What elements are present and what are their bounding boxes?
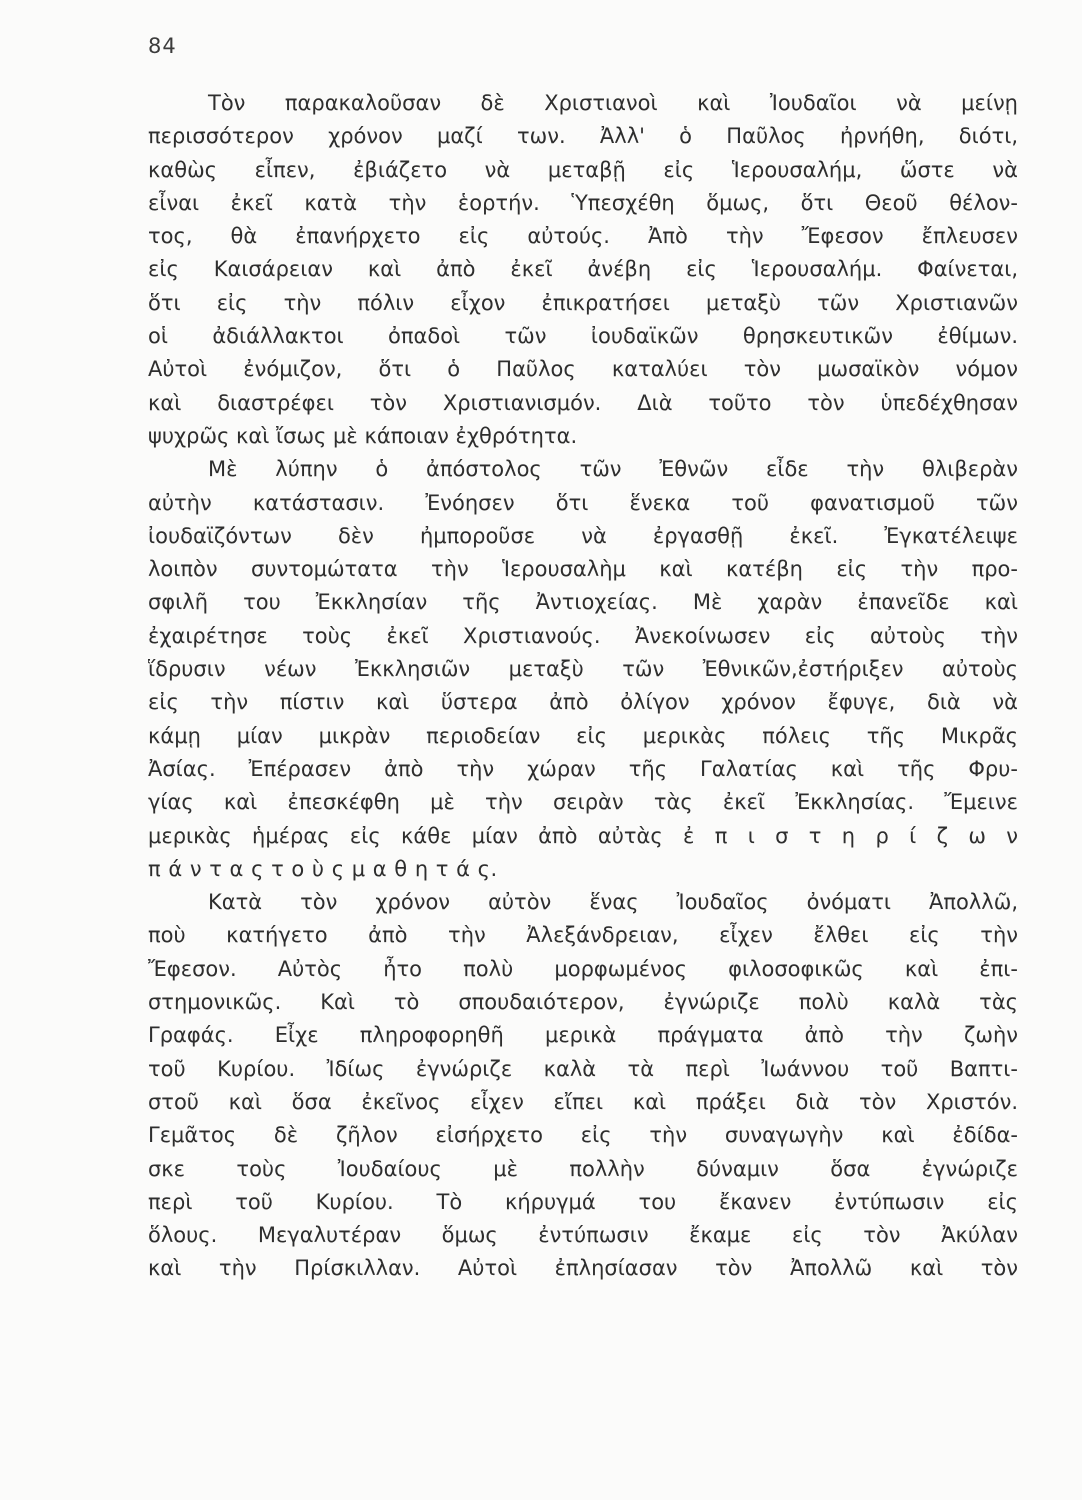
text-line: καὶ τὴν Πρίσκιλλαν. Αὐτοὶ ἐπλησίασαν τὸν Ἀπολλῶ καὶ τὸν <box>148 1256 1018 1281</box>
text-line: ἰουδαϊζόντων δὲν ἠμποροῦσε νὰ ἐργασθῇ ἐκεῖ. Ἐγκατέλειψε <box>148 523 1018 548</box>
text-line: εἰς τὴν πίστιν καὶ ὕστερα ἀπὸ ὀλίγον χρόνον ἔφυγε, διὰ νὰ <box>148 690 1018 715</box>
text-line: λοιπὸν συντομώτατα τὴν Ἱερουσαλὴμ καὶ κατέβη εἰς τὴν προ- <box>148 557 1018 582</box>
page-number: 84 <box>148 34 177 58</box>
text-line: ὅλους. Μεγαλυτέραν ὅμως ἐντύπωσιν ἔκαμε εἰς τὸν Ἀκύλαν <box>148 1223 1018 1248</box>
text-line: Κατὰ τὸν χρόνον αὐτὸν ἕνας Ἰουδαῖος ὀνόματι Ἀπολλῶ, <box>208 890 1018 915</box>
text-line: ποὺ κατήγετο ἀπὸ τὴν Ἀλεξάνδρειαν, εἶχεν ἔλθει εἰς τὴν <box>148 923 1018 948</box>
text-line: περισσότερον χρόνον μαζί των. Ἀλλ' ὁ Παῦλος ἠρνήθη, διότι, <box>148 124 1018 149</box>
text-line: Ἀσίας. Ἐπέρασεν ἀπὸ τὴν χώραν τῆς Γαλατίας καὶ τῆς Φρυ- <box>148 756 1018 781</box>
text-line: ὅτι εἰς τὴν πόλιν εἶχον ἐπικρατήσει μεταξὺ τῶν Χριστιανῶν <box>148 290 1018 315</box>
text-line: μερικὰς ἡμέρας εἰς κάθε μίαν ἀπὸ αὐτὰς ἐ π ι σ τ η ρ ί ζ ω ν <box>148 823 1018 848</box>
text-line: περὶ τοῦ Κυρίου. Τὸ κήρυγμά του ἔκανεν ἐντύπωσιν εἰς <box>148 1189 1018 1214</box>
text-line: Ἔφεσον. Αὐτὸς ἦτο πολὺ μορφωμένος φιλοσοφικῶς καὶ ἐπι- <box>148 956 1018 981</box>
text-line: Γραφάς. Εἶχε πληροφορηθῆ μερικὰ πράγματα ἀπὸ τὴν ζωὴν <box>148 1023 1018 1048</box>
text-line: σφιλῆ του Ἐκκλησίαν τῆς Ἀντιοχείας. Μὲ χαρὰν ἐπανεῖδε καὶ <box>148 590 1018 615</box>
text-line: καθὼς εἶπεν, ἐβιάζετο νὰ μεταβῇ εἰς Ἱερουσαλήμ, ὥστε νὰ <box>148 157 1018 182</box>
text-line: γίας καὶ ἐπεσκέφθη μὲ τὴν σειρὰν τὰς ἐκεῖ Ἐκκλησίας. Ἔμεινε <box>148 790 1018 815</box>
text-line: ἐχαιρέτησε τοὺς ἐκεῖ Χριστιανούς. Ἀνεκοίνωσεν εἰς αὐτοὺς τὴν <box>148 623 1018 648</box>
text-line: Γεμᾶτος δὲ ζῆλον εἰσήρχετο εἰς τὴν συναγωγὴν καὶ ἐδίδα- <box>148 1123 1018 1148</box>
body-text <box>148 87 1018 1286</box>
text-line: Μὲ λύπην ὁ ἀπόστολος τῶν Ἐθνῶν εἶδε τὴν θλιβερὰν <box>208 457 1018 482</box>
text-line: εἶναι ἐκεῖ κατὰ τὴν ἑορτήν. Ὑπεσχέθη ὅμως, ὅτι Θεοῦ θέλον- <box>148 190 1018 215</box>
text-line: ψυχρῶς καὶ ἴσως μὲ κάποιαν ἐχθρότητα. <box>148 423 578 448</box>
text-line: αὐτὴν κατάστασιν. Ἐνόησεν ὅτι ἕνεκα τοῦ φανατισμοῦ τῶν <box>148 490 1018 515</box>
text-line: ἵδρυσιν νέων Ἐκκλησιῶν μεταξὺ τῶν Ἐθνικῶν,ἐστήριξεν αὐτοὺς <box>148 657 1018 682</box>
text-line: στημονικῶς. Καὶ τὸ σπουδαιότερον, ἐγνώριζε πολὺ καλὰ τὰς <box>148 990 1018 1015</box>
text-line: σκε τοὺς Ἰουδαίους μὲ πολλὴν δύναμιν ὅσα ἐγνώριζε <box>148 1156 1018 1181</box>
text-line: Αὐτοὶ ἐνόμιζον, ὅτι ὁ Παῦλος καταλύει τὸν μωσαϊκὸν νόμον <box>148 357 1018 382</box>
text-line: κάμῃ μίαν μικρὰν περιοδείαν εἰς μερικὰς πόλεις τῆς Μικρᾶς <box>148 723 1018 748</box>
text-line: καὶ διαστρέφει τὸν Χριστιανισμόν. Διὰ τοῦτο τὸν ὑπεδέχθησαν <box>148 390 1018 415</box>
text-line: τοῦ Κυρίου. Ἰδίως ἐγνώριζε καλὰ τὰ περὶ Ἰωάννου τοῦ Βαπτι- <box>148 1056 1018 1081</box>
text-line: οἱ ἀδιάλλακτοι ὀπαδοὶ τῶν ἰουδαϊκῶν θρησκευτικῶν ἐθίμων. <box>148 324 1018 349</box>
text-line: Τὸν παρακαλοῦσαν δὲ Χριστιανοὶ καὶ Ἰουδαῖοι νὰ μείνῃ <box>208 91 1018 115</box>
text-line: στοῦ καὶ ὅσα ἐκεῖνος εἶχεν εἴπει καὶ πράξει διὰ τὸν Χριστόν. <box>148 1089 1018 1114</box>
text-line: τος, θὰ ἐπανήρχετο εἰς αὐτούς. Ἀπὸ τὴν Ἔφεσον ἔπλευσεν <box>148 224 1018 249</box>
text-line: π ά ν τ α ς τ ο ὺ ς μ α θ η τ ά ς. <box>148 856 498 881</box>
text-line: εἰς Καισάρειαν καὶ ἀπὸ ἐκεῖ ἀνέβη εἰς Ἱερουσαλήμ. Φαίνεται, <box>148 257 1018 282</box>
